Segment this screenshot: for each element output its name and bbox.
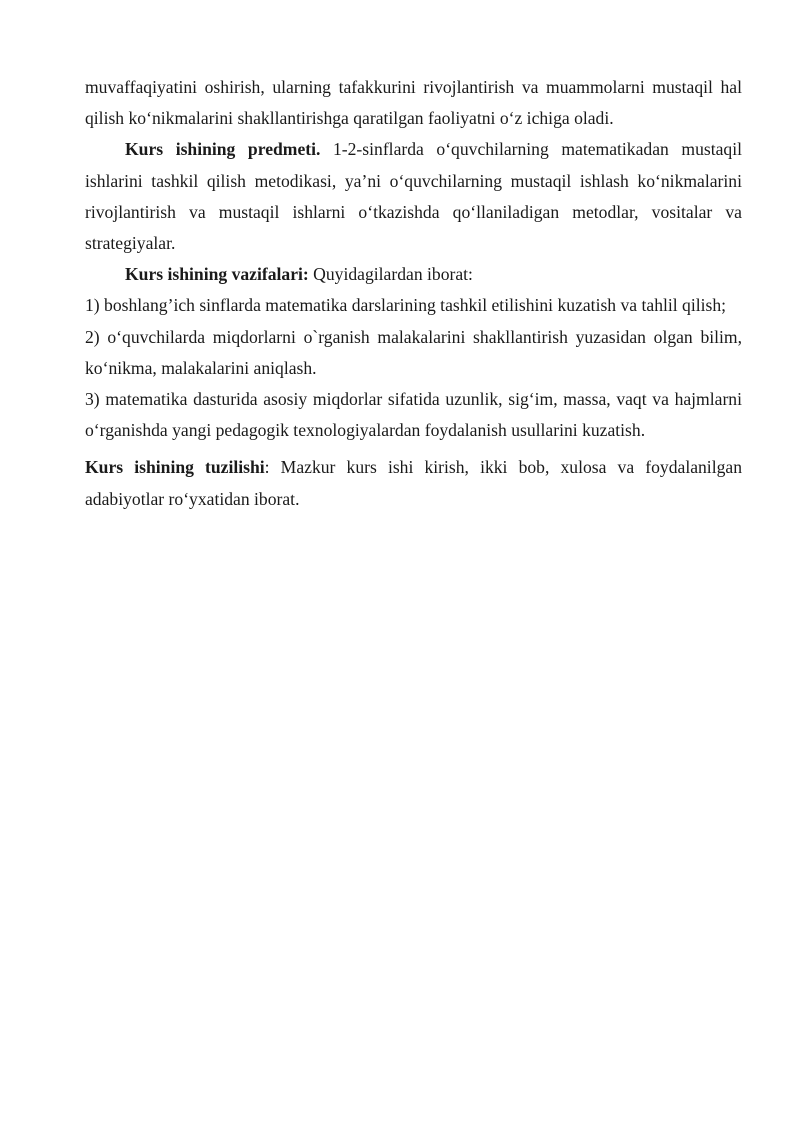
- tasks-text: Quyidagilardan iborat:: [308, 264, 473, 285]
- intro-paragraph: muvaffaqiyatini oshirish, ularning tafakkurini rivojlantirish va muammolarni mustaqil hal qilish ko‘nikmalarini shakllantirishga qaratilgan faoliyatni o‘z ichiga oladi.: [85, 77, 742, 129]
- tasks-heading: Kurs ishining vazifalari:: [125, 264, 309, 285]
- tasks-paragraph: [85, 259, 742, 290]
- task-item-1: 1) boshlang’ich sinflarda matematika darslarining tashkil etilishini kuzatish va tahlil qilish;: [85, 295, 727, 316]
- subject-heading: Kurs ishining predmeti.: [125, 139, 321, 160]
- subject-paragraph: [85, 134, 742, 259]
- subject-text: 1-2-sinflarda o‘quvchilarning matematikadan mustaqil ishlarini tashkil qilish metodikasi, ya’ni o‘quvchilarning mustaqil ishlash ko‘nikmalarini rivojlantirish va mustaqil ishlarni o‘tkazishda qo‘llaniladigan metodlar, vositalar va strategiyalar.: [85, 139, 742, 254]
- structure-paragraph: [85, 452, 742, 514]
- structure-heading: Kurs ishining tuzilishi: [85, 457, 265, 478]
- document-body: [85, 72, 742, 515]
- task-item-2: 2) o‘quvchilarda miqdorlarni o`rganish malakalarini shakllantirish yuzasidan olgan bilim, ko‘nikma, malakalarini aniqlash.: [85, 326, 742, 378]
- structure-text: : Mazkur kurs ishi kirish, ikki bob, xulosa va foydalanilgan adabiyotlar ro‘yxatidan iborat.: [85, 457, 742, 509]
- task-item-3: 3) matematika dasturida asosiy miqdorlar sifatida uzunlik, sig‘im, massa, vaqt va hajmlarni o‘rganishda yangi pedagogik texnologiyalardan foydalanish usullarini kuzatish.: [85, 389, 742, 441]
